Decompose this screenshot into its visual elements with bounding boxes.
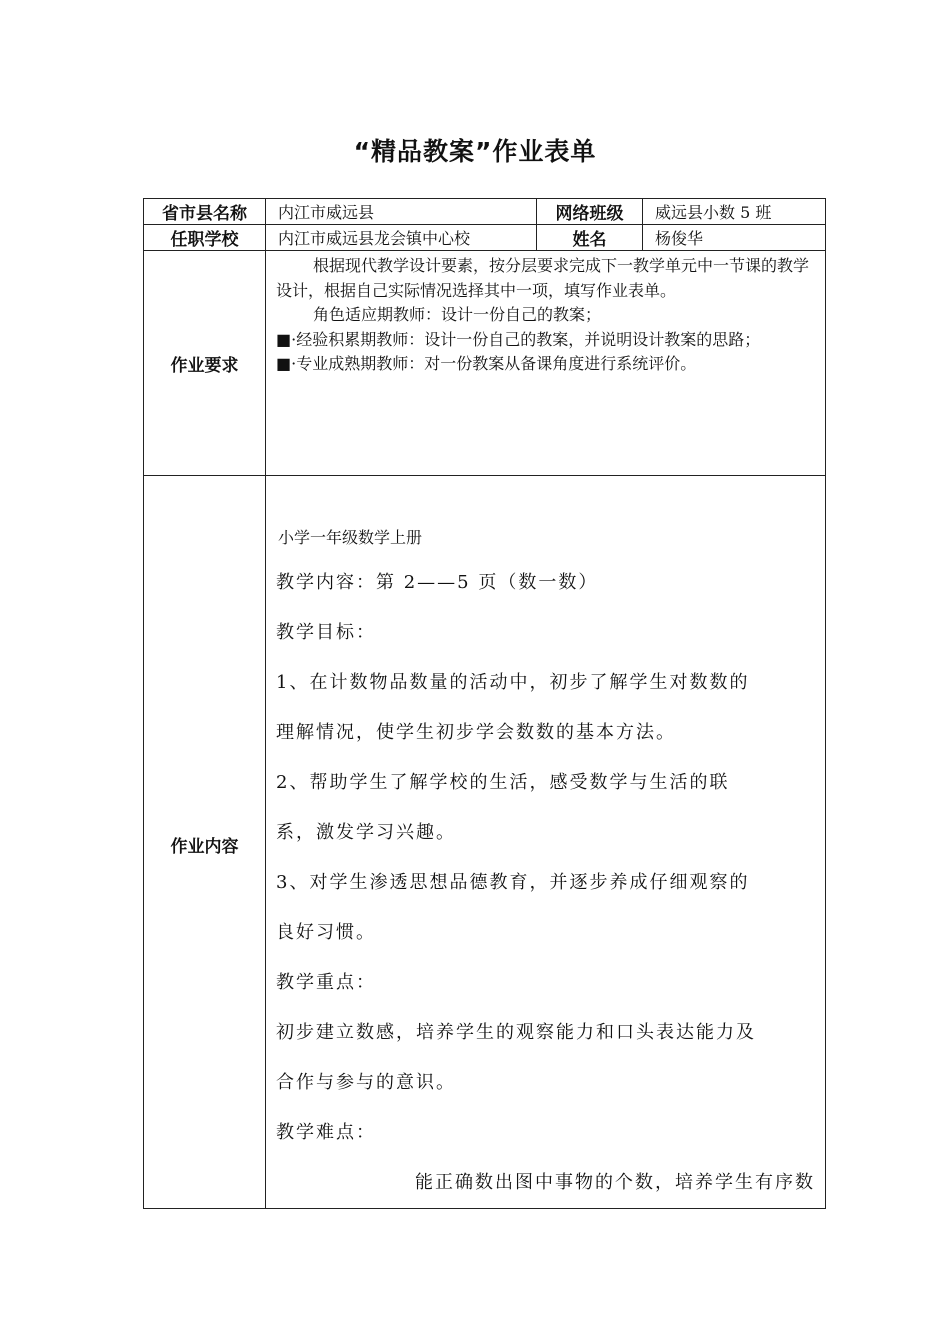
content-line: 教学重点：	[276, 972, 376, 993]
region-label: 省市县名称	[144, 199, 266, 225]
content-row	[144, 476, 826, 1209]
content-line: 教学难点：	[276, 1122, 376, 1143]
content-text	[266, 476, 826, 1209]
content-line: 良好习惯。	[276, 922, 376, 943]
region-value: 内江市威远县	[266, 199, 537, 225]
assignment-form-table	[143, 198, 826, 1209]
requirements-item-3: ■·专业成熟期教师：对一份教案从备课角度进行系统评价。	[276, 354, 697, 373]
content-line: 小学一年级数学上册	[278, 528, 423, 547]
content-label: 作业内容	[144, 476, 266, 1209]
class-label: 网络班级	[537, 199, 643, 225]
page-title: “精品教案”作业表单	[353, 137, 597, 166]
content-line: 教学内容：第 2——5 页（数一数）	[276, 572, 599, 593]
content-line: 教学目标：	[276, 622, 376, 643]
school-value: 内江市威远县龙会镇中心校	[266, 225, 537, 251]
requirements-item-2: ■·经验积累期教师：设计一份自己的教案，并说明设计教案的思路；	[276, 329, 761, 349]
requirements-label: 作业要求	[144, 251, 266, 476]
name-label: 姓名	[537, 225, 643, 251]
school-row	[144, 225, 826, 251]
school-label: 任职学校	[144, 225, 266, 251]
requirements-item-1: 角色适应期教师：设计一份自己的教案；	[313, 305, 602, 324]
content-line: 理解情况，使学生初步学会数数的基本方法。	[276, 722, 676, 743]
requirements-text	[266, 251, 826, 476]
content-line: 初步建立数感，培养学生的观察能力和口头表达能力及	[276, 1022, 756, 1043]
content-line: 2、帮助学生了解学校的生活，感受数学与生活的联	[276, 772, 730, 793]
name-value: 杨俊华	[643, 225, 826, 251]
requirements-intro: 根据现代教学设计要素，按分层要求完成下一教学单元中一节课的教学设计，根据自己实际情况选择其中一项，填写作业表单。	[276, 256, 810, 300]
content-line: 1、在计数物品数量的活动中，初步了解学生对数数的	[276, 672, 750, 693]
content-line: 系，激发学习兴趣。	[276, 822, 456, 843]
class-value: 威远县小数 5 班	[643, 199, 826, 225]
content-line: 合作与参与的意识。	[276, 1072, 456, 1093]
content-line: 3、对学生渗透思想品德教育，并逐步养成仔细观察的	[276, 872, 750, 893]
requirements-row	[144, 251, 826, 476]
region-row	[144, 199, 826, 225]
content-line: 能正确数出图中事物的个数，培养学生有序数	[415, 1172, 815, 1193]
